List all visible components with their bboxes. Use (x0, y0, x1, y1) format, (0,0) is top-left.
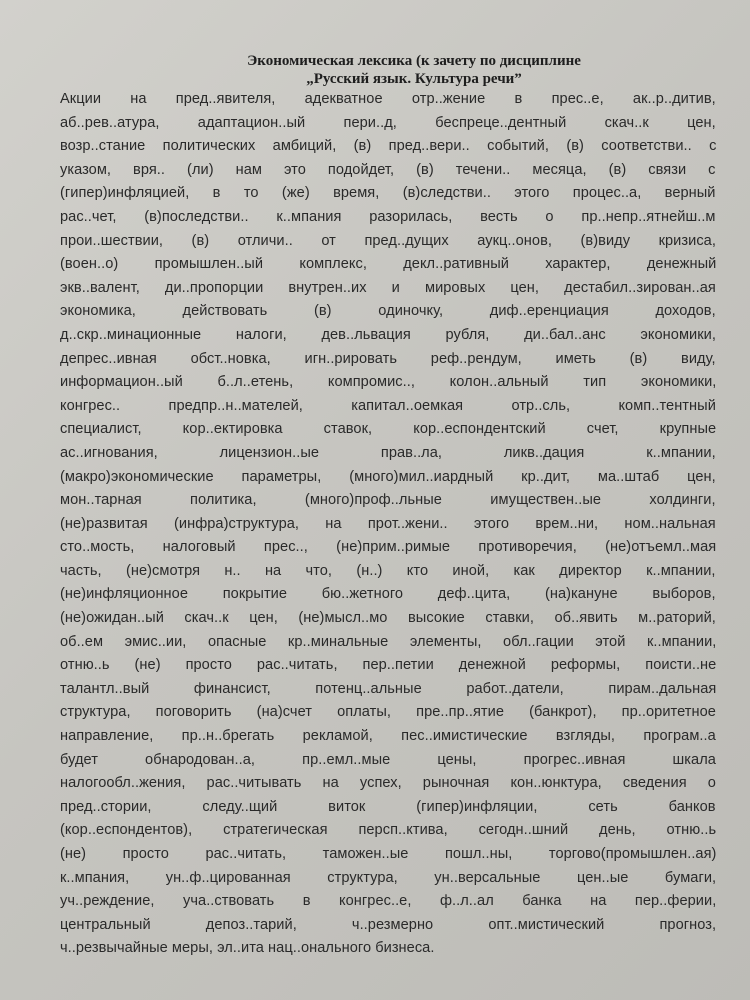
text-line: структура, поговорить (на)счет оплаты, пре..пр..ятие (банкрот), пр..оритетное (60, 704, 716, 721)
text-line: Акции на пред..явителя, адекватное отр..жение в прес..е, ак..р..дитив, (60, 91, 716, 107)
text-line: талантл..вый финансист, потенц..альные работ..датели, пирам..дальная (60, 680, 716, 697)
document-title (112, 52, 716, 88)
text-line: аб..рев..атура, адаптацион..ый пери..д, беспреце..дентный скач..к цен, (60, 114, 716, 131)
text-line: (не)инфляционное покрытие бю..жетного деф..цита, (на)кануне выборов, (60, 586, 716, 603)
text-line: депрес..ивная обст..новка, игн..рировать реф..рендум, иметь (в) виду, (60, 350, 716, 367)
text-line: рас..чет, (в)последстви.. к..мпания разорилась, весть о пр..непр..ятнейш..м (60, 208, 716, 225)
text-line: (воен..о) промышлен..ый комплекс, декл..ративный характер, денежный (60, 256, 716, 273)
text-line: к..мпания, ун..ф..цированная структура, ун..версальные цен..ые бумаги, (60, 869, 716, 886)
text-line: указом, вря.. (ли) нам это подойдет, (в) течени.. месяца, (в) связи с (60, 161, 716, 178)
text-line: д..скр..минационные налоги, дев..львация рубля, ди..бал..анс экономики, (60, 326, 716, 343)
text-line: конгрес.. предпр..н..мателей, капитал..оемкая отр..сль, комп..тентный (60, 397, 716, 414)
text-line: пред..стории, следу..щий виток (гипер)инфляции, сеть банков (60, 798, 716, 815)
text-line: (не) просто рас..читать, таможен..ые пошл..ны, торгово(промышлен..ая) (60, 846, 716, 862)
text-line: (кор..еспондентов), стратегическая персп..ктива, сегодн..шний день, отню..ь (60, 822, 716, 839)
word-list-paragraph (60, 88, 716, 961)
text-line: центральный депоз..тарий, ч..резмерно опт..мистический прогноз, (60, 916, 716, 933)
text-line: налогообл..жения, рас..читывать на успех, рыночная кон..юнктура, сведения о (60, 775, 716, 792)
text-line: мон..тарная политика, (много)проф..льные имуществен..ые холдинги, (60, 492, 716, 509)
text-line: уч..реждение, уча..ствовать в конгрес..е, ф..л..ал банка на пер..ферии, (60, 893, 716, 910)
text-line: экономика, действовать (в) одиночку, диф..еренциация доходов, (60, 303, 716, 320)
text-line: информацион..ый б..л..етень, компромис.., колон..альный тип экономики, (60, 374, 716, 391)
text-line: возр..стание политических амбиций, (в) пред..вери.. событий, (в) соответстви.. с (60, 138, 716, 155)
text-line: будет обнародован..а, пр..емл..мые цены, прогрес..ивная шкала (60, 751, 716, 768)
title-line-1: Экономическая лексика (к зачету по дисциплине (247, 53, 581, 69)
text-line: специалист, кор..ектировка ставок, кор..еспондентский счет, крупные (60, 421, 716, 438)
text-line: об..ем эмис..ии, опасные кр..минальные элементы, обл..гации этой к..мпании, (60, 633, 716, 650)
text-line: экв..валент, ди..пропорции внутрен..их и мировых цен, дестабил..зирован..ая (60, 279, 716, 296)
text-line: часть, (не)смотря н.. на что, (н..) кто иной, как директор к..мпании, (60, 562, 716, 579)
text-line: прои..шествии, (в) отличи.. от пред..дущих аукц..онов, (в)виду кризиса, (60, 232, 716, 249)
text-line: (не)развитая (инфра)структура, на прот..жени.. этого врем..ни, ном..нальная (60, 515, 716, 532)
text-line: (гипер)инфляцией, в то (же) время, (в)следстви.. этого процес..а, верный (60, 185, 716, 202)
text-line: ч..резвычайные меры, эл..ита нац..онального бизнеса. (60, 940, 435, 957)
text-line: направление, пр..н..брегать рекламой, пес..имистические взгляды, програм..а (60, 728, 716, 745)
title-line-2: „Русский язык. Культура речи” (306, 71, 522, 87)
text-line: сто..мость, налоговый прес.., (не)прим..римые противоречия, (не)отъемл..мая (60, 539, 716, 556)
text-line: (не)ожидан..ый скач..к цен, (не)мысл..мо высокие ставки, об..явить м..раторий, (60, 610, 716, 627)
text-line: (макро)экономические параметры, (много)мил..иардный кр..дит, ма..штаб цен, (60, 468, 716, 485)
text-line: ас..игнования, лицензион..ые прав..ла, ликв..дация к..мпании, (60, 444, 716, 461)
text-line: отню..ь (не) просто рас..читать, пер..петии денежной реформы, поисти..не (60, 657, 716, 674)
